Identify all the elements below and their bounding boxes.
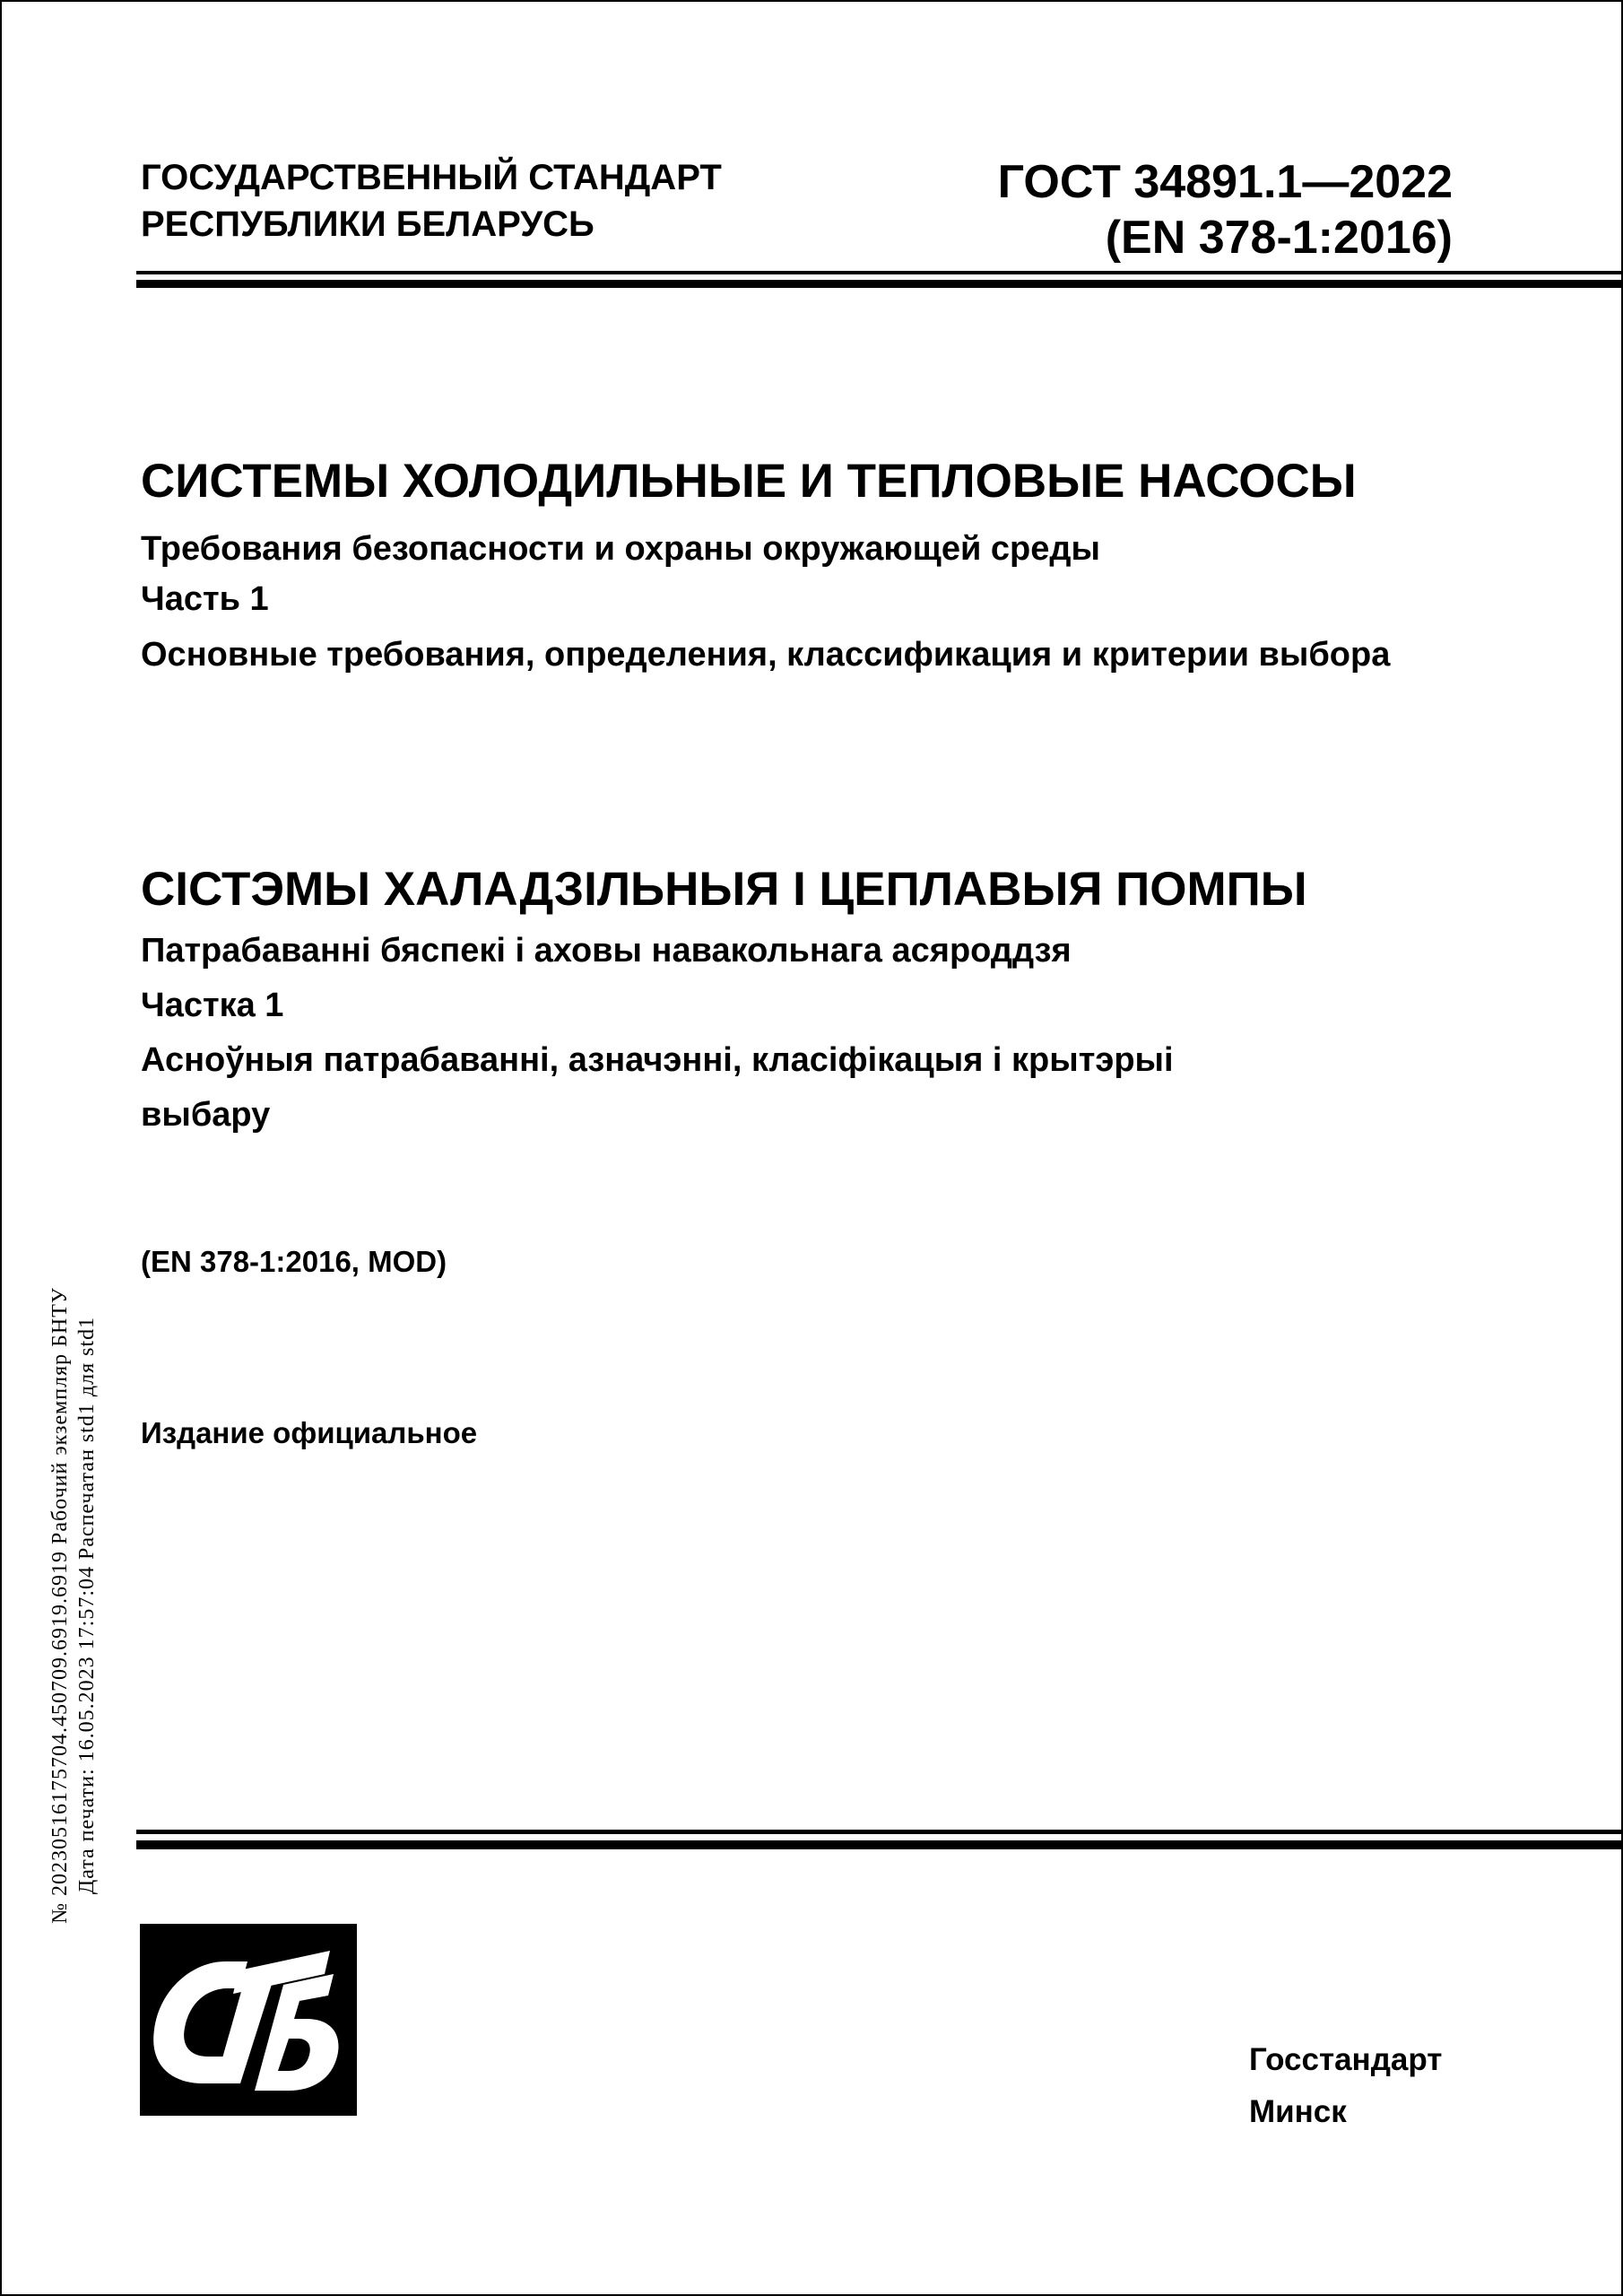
- title-by-part-title-line-2: выбару: [141, 1096, 271, 1134]
- title-ru-part: Часть 1: [141, 580, 269, 618]
- standard-equivalent: (EN 378-1:2016): [1105, 212, 1453, 264]
- header-divider-bottom: [136, 280, 1623, 288]
- title-ru-subtitle: Требования безопасности и охраны окружающей среды: [141, 530, 1100, 568]
- print-stamp: [47, 1202, 100, 2009]
- issuing-authority: [141, 154, 722, 248]
- title-by-part-title-line-1: Асноўныя патрабаванні, азначэнні, класіфікацыя і крытэрыі: [141, 1041, 1174, 1079]
- footer-divider-top: [136, 1830, 1623, 1834]
- issuing-authority-line-2: РЕСПУБЛИКИ БЕЛАРУСЬ: [141, 204, 595, 244]
- publisher-name: Госстандарт: [1249, 2042, 1443, 2077]
- stb-logo-icon: [140, 1924, 357, 2116]
- print-stamp-line-2: Дата печати: 16.05.2023 17:57:04 Распечатан std1 для std1: [75, 1316, 99, 1895]
- footer-divider-bottom: [136, 1840, 1623, 1849]
- title-ru-part-title: Основные требования, определения, классификация и критерии выбора: [141, 636, 1391, 674]
- print-stamp-line-1: № 20230516175704.450709.6919.6919 Рабочий экземпляр БНТУ: [48, 1287, 72, 1924]
- gosstandart-logo: [140, 1924, 357, 2116]
- publisher-block: [1249, 2034, 1442, 2138]
- header-divider-top: [136, 271, 1623, 274]
- title-by-main: СІСТЭМЫ ХАЛАДЗІЛЬНЫЯ І ЦЕПЛАВЫЯ ПОМПЫ: [141, 863, 1307, 916]
- title-by-part: Частка 1: [141, 987, 284, 1024]
- title-by-subtitle: Патрабаванні бяспекі і аховы навакольнага асяроддзя: [141, 932, 1072, 970]
- edition-label: Издание официальное: [141, 1416, 478, 1449]
- international-reference: (EN 378-1:2016, MOD): [141, 1245, 447, 1278]
- issuing-authority-line-1: ГОСУДАРСТВЕННЫЙ СТАНДАРТ: [141, 158, 722, 197]
- standard-designation: [998, 154, 1453, 265]
- publisher-city: Минск: [1249, 2094, 1347, 2129]
- title-ru-main: СИСТЕМЫ ХОЛОДИЛЬНЫЕ И ТЕПЛОВЫЕ НАСОСЫ: [141, 455, 1357, 508]
- standard-number: ГОСТ 34891.1—2022: [997, 156, 1453, 208]
